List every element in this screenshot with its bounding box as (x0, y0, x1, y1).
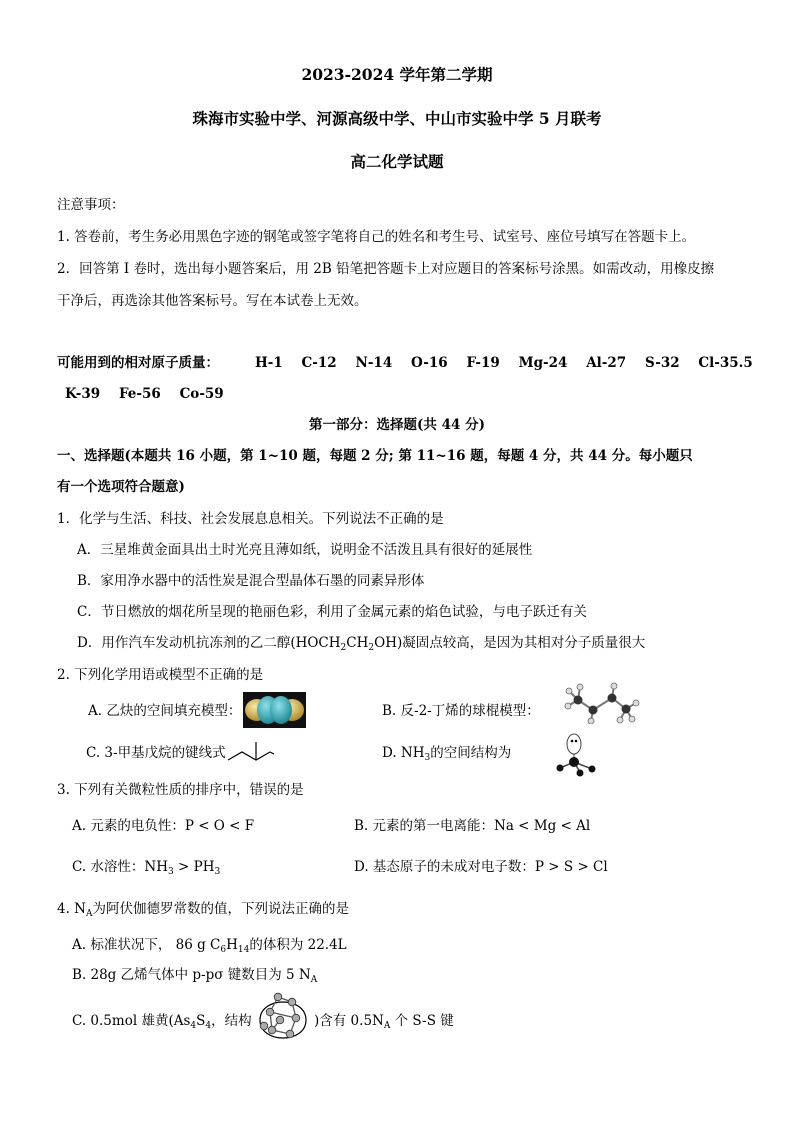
q4-option-b: B. 28g 乙烯气体中 p-pσ 键数目为 5 $N_A$ (72, 967, 318, 985)
header-term: 2023-2024 学年第二学期 (301, 65, 493, 84)
realgar-molecular-structure (250, 990, 316, 1048)
q3-option-d: D. 基态原子的未成对电子数：P > S > Cl (354, 859, 608, 875)
notes-item-2b: 干净后，再选涂其他答案标号。写在本试卷上无效。 (57, 293, 368, 309)
q3-option-c: C. 水溶性：$NH_3 > PH_3$ (72, 859, 221, 877)
trans-2-butene-ball-stick-model (560, 678, 640, 724)
q2-option-b: B. 反-2-丁烯的球棍模型： (382, 703, 540, 719)
q2-option-d: D. $NH_3$的空间结构为 (382, 745, 512, 763)
ammonia-structure-model (552, 732, 600, 778)
q1-option-a: A．三星堆黄金面具出土时光亮且薄如纸，说明金不活泼且具有很好的延展性 (77, 542, 533, 558)
q3-option-b: B. 元素的第一电离能：Na < Mg < Al (354, 818, 591, 834)
page-title: 高二化学试题 (350, 152, 444, 171)
q3-option-a: A. 元素的电负性：P < O < F (72, 818, 255, 834)
atomic-mass-label: 可能用到的相对原子质量： (57, 355, 219, 371)
q1-option-d: D．用作汽车发动机抗冻剂的乙二醇$(HOCH_2CH_2OH)$凝固点较高，是因为其相对分子质量很大 (77, 635, 646, 653)
q4-option-c-part2: )含有 $0.5N_A$ 个 S-S 键 (314, 1013, 454, 1031)
notes-item-1: 1. 答卷前，考生务必用黑色字迹的钢笔或签字笔将自己的姓名和考生号、试室号、座位号填写在答题卡上。 (57, 229, 696, 245)
notes-heading: 注意事项： (57, 197, 125, 213)
3-methylpentane-skeletal-formula (226, 738, 276, 764)
q1-option-c: C．节日燃放的烟花所呈现的艳丽色彩，利用了金属元素的焰色试验，与电子跃迁有关 (77, 604, 587, 620)
acetylene-space-filling-model (243, 692, 306, 728)
header-schools: 珠海市实验中学、河源高级中学、中山市实验中学 5 月联考 (192, 109, 602, 128)
q2-option-a: A. 乙炔的空间填充模型： (88, 703, 242, 719)
q1-stem: 1．化学与生活、科技、社会发展息息相关。下列说法不正确的是 (57, 511, 444, 527)
q1-option-b: B．家用净水器中的活性炭是混合型晶体石墨的同素异形体 (77, 573, 425, 589)
part1-title: 第一部分：选择题(共 44 分) (309, 417, 485, 433)
q4-option-a: A. 标准状况下， 86 g $C_6H_{14}$的体积为 22.4L (72, 937, 347, 955)
atomic-mass-row2: K-39 Fe-56 Co-59 (65, 386, 224, 402)
atomic-mass-row1: H-1 C-12 N-14 O-16 F-19 Mg-24 Al-27 S-32 Cl-35.5 (255, 355, 753, 371)
q4-option-c-part1: C. 0.5mol 雄黄($As_4S_4$，结构 (72, 1013, 252, 1031)
q3-stem: 3. 下列有关微粒性质的排序中，错误的是 (57, 782, 304, 798)
q4-stem: 4. $N_A$为阿伏伽德罗常数的值，下列说法正确的是 (57, 901, 349, 919)
q2-stem: 2. 下列化学用语或模型不正确的是 (57, 667, 264, 683)
section-heading-b: 有一个选项符合题意) (57, 479, 185, 495)
notes-item-2a: 2．回答第 I 卷时，选出每小题答案后，用 2B 铅笔把答题卡上对应题目的答案标号涂黑。如需改动，用橡皮擦 (57, 261, 715, 277)
q2-option-c: C. 3-甲基戊烷的键线式 (86, 745, 226, 761)
section-heading-a: 一、选择题(本题共 16 小题，第 1~10 题，每题 2 分; 第 11~16 题，每题 4 分，共 44 分。每小题只 (57, 448, 693, 464)
